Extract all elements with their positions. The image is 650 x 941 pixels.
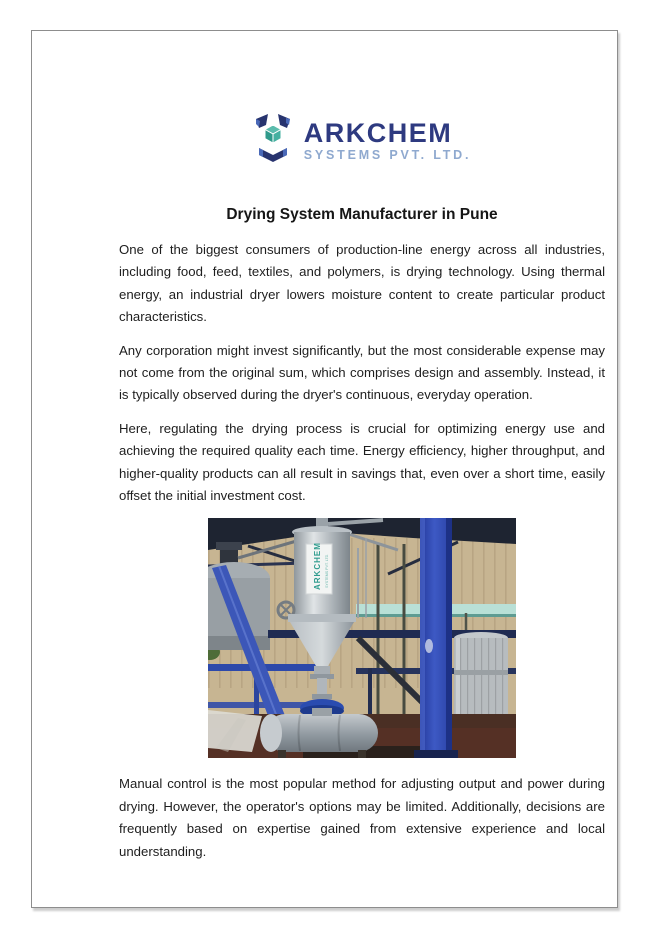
body-paragraph-1: One of the biggest consumers of production-line energy across all industries, including food, feed, textiles, and polymers, is drying technology. Using thermal energy, an industrial dryer lowers moisture content to create particular product characteristics.: [119, 242, 605, 325]
photo-vessel-label-sub: SYSTEMS PVT. LTD.: [325, 554, 329, 589]
photo-vessel-label: ARKCHEM: [313, 542, 322, 591]
arkchem-cube-logo-icon: [253, 112, 293, 169]
body-paragraph-4: Manual control is the most popular method for adjusting output and power during drying. However, the operator's options may be limited. Additionally, decisions are frequently based on expertise gained from extensive experience and local understanding.: [119, 776, 605, 859]
logo-text: [304, 119, 472, 162]
brand-subtitle: SYSTEMS PVT. LTD.: [303, 147, 472, 162]
page-border-frame: [31, 30, 618, 908]
equipment-photo: [208, 518, 516, 758]
brand-name: ARKCHEM: [303, 117, 453, 148]
page-title: Drying System Manufacturer in Pune: [226, 206, 498, 223]
body-paragraph-2: Any corporation might invest significantly, but the most considerable expense may not come from the original sum, which comprises design and assembly. Instead, it is typically observed during the dryer's continuous, everyday operation.: [119, 342, 605, 403]
page-content: [119, 61, 605, 874]
body-paragraph-3: Here, regulating the drying process is crucial for optimizing energy use and achieving the required quality each time. Energy efficiency, higher throughput, and higher-quality products can all result in savings that, even over a short time, easily offset the initial investment cost.: [119, 420, 605, 504]
company-logo: [119, 111, 605, 169]
